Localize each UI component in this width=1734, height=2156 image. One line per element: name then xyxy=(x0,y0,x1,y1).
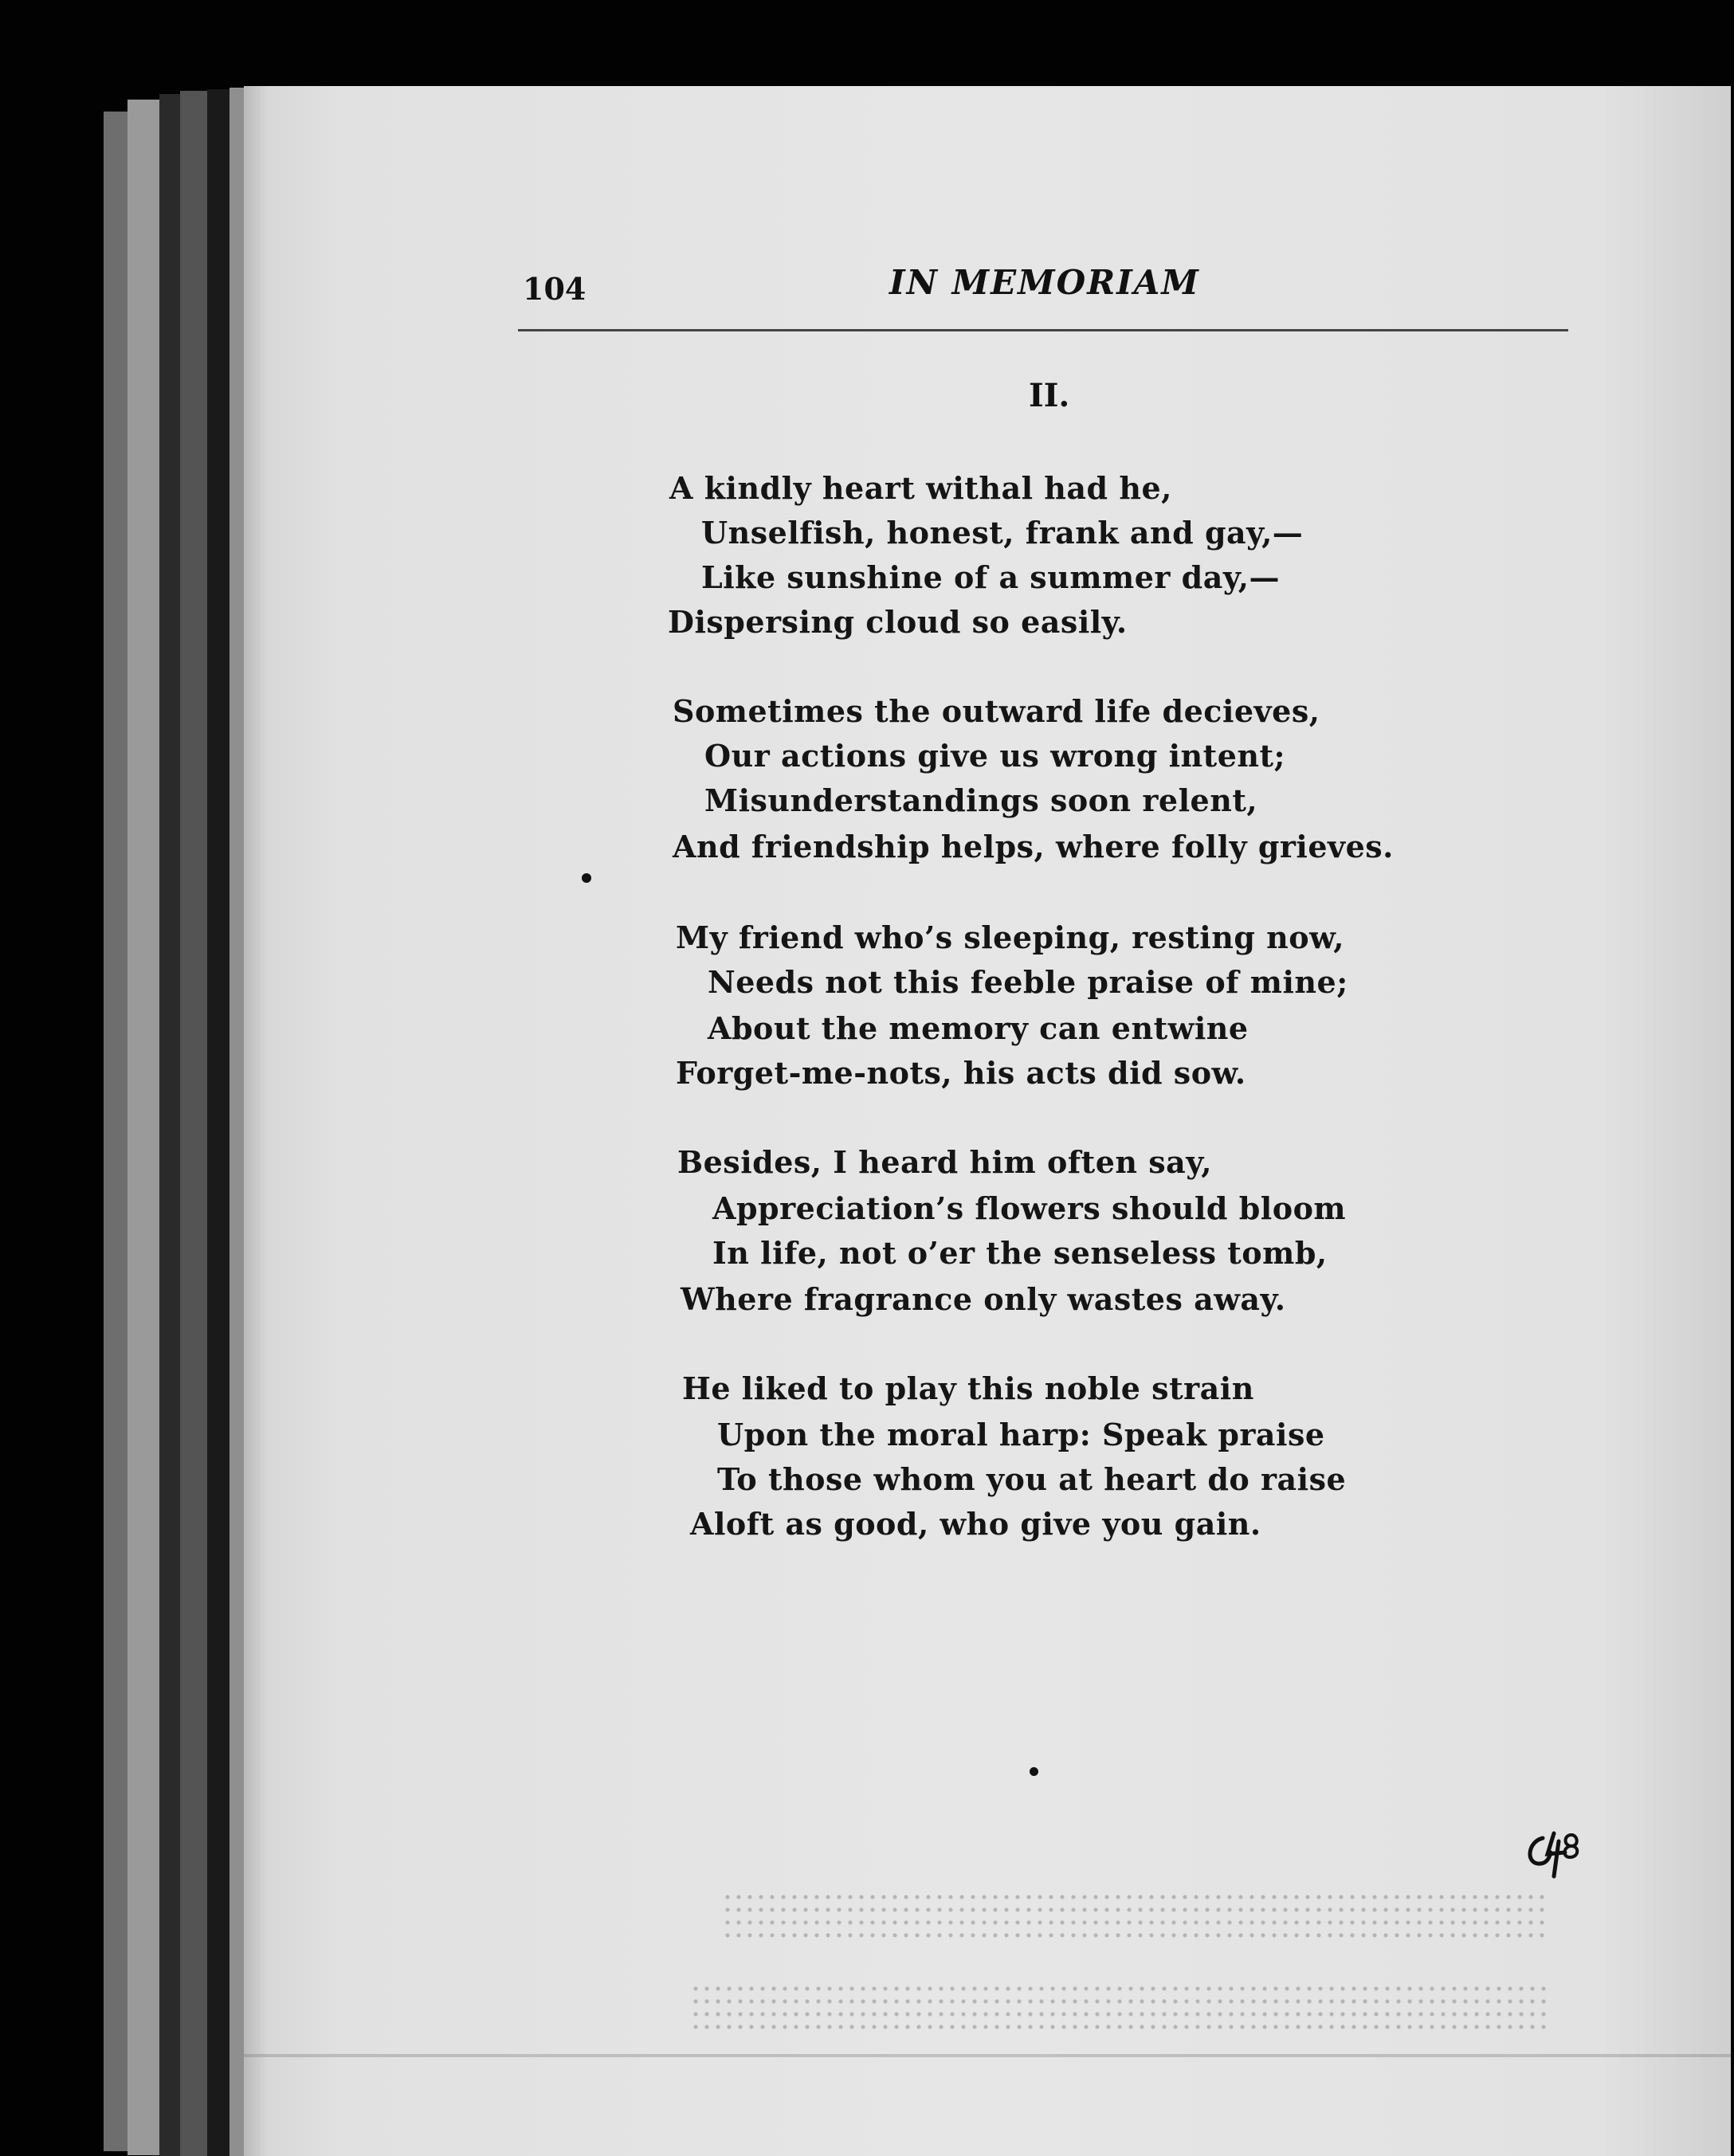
poem-line: Needs not this feeble praise of mine; xyxy=(708,964,1348,1000)
poem-line: Sometimes the outward life decieves, xyxy=(673,693,1320,729)
show-through xyxy=(690,1982,1551,2030)
poem-line: Forget-me-nots, his acts did sow. xyxy=(676,1055,1246,1091)
poem-line: Upon the moral harp: Speak praise xyxy=(717,1417,1325,1452)
poem-line: Unselfish, honest, frank and gay,— xyxy=(701,515,1304,551)
poem-line: Aloft as good, who give you gain. xyxy=(690,1506,1261,1542)
ink-speck xyxy=(1030,1767,1038,1776)
poem-line: In life, not o’er the senseless tomb, xyxy=(712,1235,1328,1271)
book-page xyxy=(244,86,1731,2156)
poem-line: Besides, I heard him often say, xyxy=(677,1144,1212,1180)
poem-line: Misunderstandings soon relent, xyxy=(704,782,1258,818)
poem-line: And friendship helps, where folly grieves. xyxy=(673,829,1394,864)
running-title: IN MEMORIAM xyxy=(889,263,1200,302)
page-edge xyxy=(128,100,159,2155)
poem-line: Where fragrance only wastes away. xyxy=(681,1281,1286,1317)
scan-line xyxy=(244,2054,1731,2057)
poem-line: Appreciation’s flowers should bloom xyxy=(712,1190,1347,1226)
poem-line: Our actions give us wrong intent; xyxy=(704,738,1286,774)
poem-line: My friend who’s sleeping, resting now, xyxy=(676,919,1344,955)
handwritten-folio-mark xyxy=(1519,1827,1583,1883)
poem-line: A kindly heart withal had he, xyxy=(669,470,1172,506)
page-edge xyxy=(230,88,244,2156)
page-number: 104 xyxy=(523,271,586,307)
poem-line: Dispersing cloud so easily. xyxy=(668,604,1128,640)
show-through xyxy=(722,1891,1551,1938)
poem-line: About the memory can entwine xyxy=(708,1010,1249,1046)
page-edge xyxy=(104,112,128,2151)
page-edge xyxy=(159,94,180,2156)
poem-line: To those whom you at heart do raise xyxy=(717,1461,1347,1497)
page-edge xyxy=(207,89,230,2156)
ink-speck xyxy=(582,873,591,883)
poem-line: He liked to play this noble strain xyxy=(682,1370,1254,1406)
poem-line: Like sunshine of a summer day,— xyxy=(701,559,1281,595)
page-edge xyxy=(180,91,207,2156)
section-numeral: II. xyxy=(1029,377,1070,414)
header-rule xyxy=(518,329,1568,331)
